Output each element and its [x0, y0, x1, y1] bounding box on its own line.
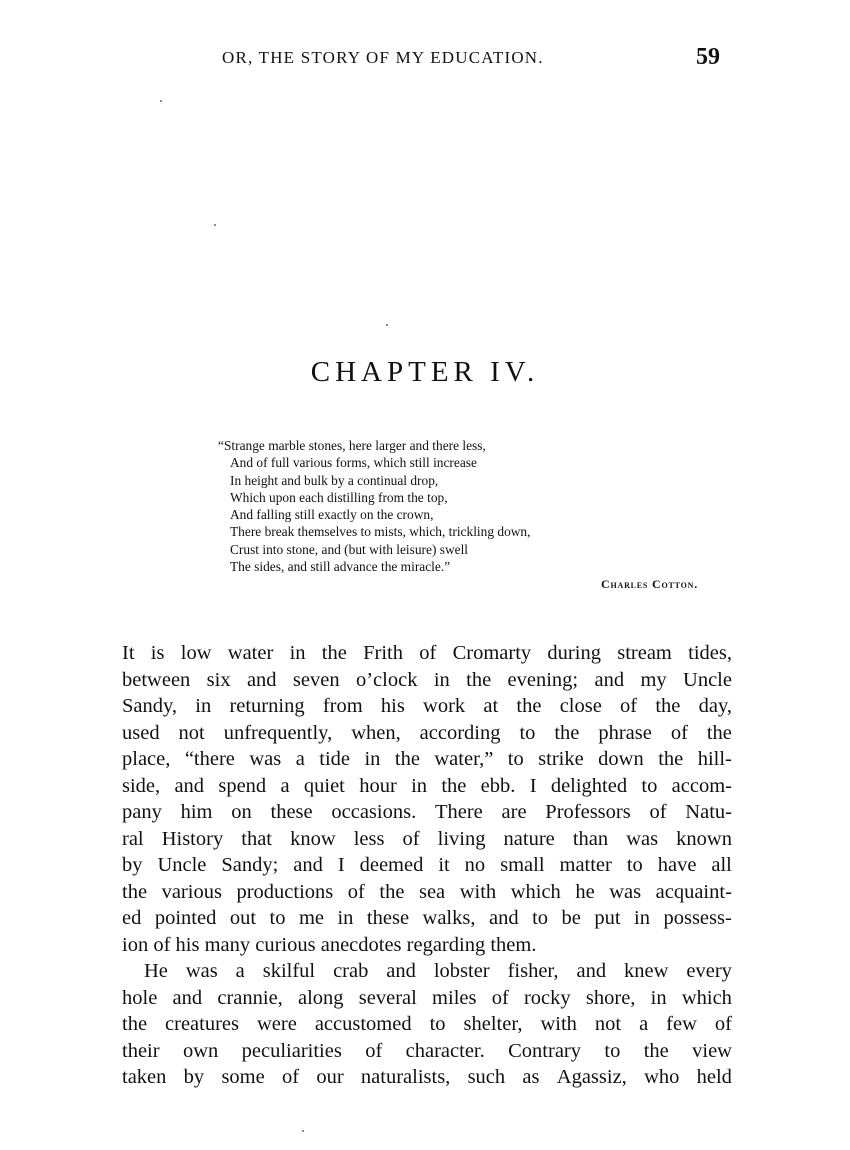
text-line — [122, 932, 732, 959]
word: than — [572, 827, 609, 850]
text-line — [122, 693, 732, 720]
word: rocky — [523, 986, 571, 1009]
word: productions — [236, 880, 334, 903]
text-line — [122, 905, 732, 932]
word: to — [641, 774, 658, 797]
word: our — [316, 1066, 344, 1088]
epigraph-line: Which upon each distilling from the top, — [230, 489, 448, 505]
word: know — [290, 827, 336, 850]
word: pointed — [154, 907, 217, 929]
epigraph-line: In height and bulk by a continual drop, — [230, 472, 439, 488]
word: between — [122, 668, 191, 691]
page-number: 59 — [696, 44, 720, 70]
word: side, — [122, 774, 161, 797]
word: less — [353, 827, 385, 850]
word: phrase — [598, 721, 652, 744]
word: and — [386, 960, 416, 982]
text-line — [122, 799, 732, 826]
word: seven — [292, 668, 340, 691]
word: to — [429, 1013, 446, 1035]
chapter-heading: CHAPTER IV. — [310, 356, 540, 388]
word: o’clock — [355, 668, 418, 691]
word: in — [289, 642, 306, 664]
word: hill- — [697, 748, 732, 770]
word: small — [500, 854, 545, 876]
word: the — [466, 668, 492, 691]
text-line — [122, 985, 732, 1012]
text-line — [122, 852, 732, 879]
word: and — [488, 907, 519, 929]
text-line — [122, 720, 732, 747]
word: the — [441, 774, 467, 797]
word: a — [235, 960, 245, 982]
word: in — [195, 695, 212, 717]
word: of — [419, 642, 437, 664]
text-line-content: ion of his many curious anecdotes regarding them. — [122, 933, 537, 956]
word: hour — [359, 774, 397, 797]
word: the — [321, 642, 347, 664]
word: peculiarities — [241, 1039, 342, 1062]
ink-speck — [214, 224, 216, 226]
word: these — [366, 907, 410, 929]
word: of — [491, 986, 509, 1009]
word: their — [122, 1039, 160, 1062]
word: to — [507, 748, 524, 770]
word: according — [419, 721, 501, 744]
word: stream — [617, 642, 672, 664]
word: the — [655, 695, 681, 717]
word: of — [347, 880, 365, 903]
word: place, — [122, 748, 171, 770]
word: with — [540, 1013, 577, 1035]
word: to — [519, 721, 536, 744]
word: and — [576, 960, 607, 982]
word: to — [269, 907, 286, 929]
word: of — [714, 1013, 732, 1035]
word: Agassiz, — [556, 1066, 627, 1088]
word: on — [231, 801, 252, 823]
text-line — [122, 826, 732, 853]
word: which — [510, 880, 561, 903]
word: to — [532, 907, 549, 929]
word: is — [150, 642, 165, 664]
word: several — [358, 986, 417, 1009]
ink-speck — [160, 100, 162, 102]
word: my — [640, 668, 667, 691]
word: There — [434, 801, 483, 823]
word: sea — [418, 880, 446, 903]
word: knew — [624, 960, 669, 982]
word: a — [639, 1013, 649, 1035]
ink-speck — [386, 324, 388, 326]
word: during — [547, 642, 601, 664]
text-line — [122, 640, 732, 667]
word: living — [437, 827, 486, 850]
word: in — [650, 986, 667, 1009]
word: Frith — [363, 642, 403, 664]
word: I — [529, 774, 537, 797]
word: out — [229, 907, 257, 929]
word: six — [206, 668, 231, 691]
word: known — [676, 827, 732, 850]
word: are — [501, 801, 527, 823]
word: not — [178, 721, 205, 744]
word: him — [180, 801, 213, 823]
word: Uncle — [157, 854, 207, 876]
text-line — [122, 773, 732, 800]
word: quiet — [303, 774, 345, 797]
word: “there — [184, 748, 235, 770]
word: the — [706, 721, 732, 744]
word: was — [185, 960, 218, 982]
word: and — [246, 668, 277, 691]
paragraph-2 — [122, 958, 732, 1091]
word: work — [423, 695, 466, 717]
word: to — [604, 1039, 621, 1062]
word: naturalists, — [360, 1066, 451, 1088]
word: have — [657, 854, 697, 876]
word: the — [658, 748, 684, 770]
text-line — [122, 746, 732, 773]
word: tides, — [688, 642, 732, 664]
word: water,” — [434, 748, 494, 770]
word: accustomed — [314, 1013, 412, 1035]
body-text — [122, 640, 732, 1091]
word: creatures — [165, 1013, 240, 1035]
word: all — [711, 854, 732, 876]
running-head — [120, 44, 720, 76]
epigraph-line: Crust into stone, and (but with leisure) swell — [230, 541, 469, 557]
word: shelter, — [463, 1013, 523, 1035]
word: the — [516, 695, 542, 717]
word: ral — [122, 827, 144, 850]
word: these — [270, 801, 313, 823]
epigraph-line: And of full various forms, which still increase — [230, 455, 477, 471]
word: delighted — [550, 774, 628, 797]
word: tide — [319, 748, 351, 770]
text-line — [122, 1038, 732, 1065]
word: spend — [218, 774, 267, 797]
word: returning — [229, 695, 305, 717]
word: of — [365, 1039, 383, 1062]
word: It — [122, 642, 135, 664]
word: strike — [538, 748, 584, 770]
word: as — [522, 1066, 540, 1088]
word: was — [609, 880, 642, 903]
word: in — [433, 668, 450, 691]
word: ebb. — [480, 774, 516, 797]
word: put — [594, 907, 621, 929]
epigraph-line: There break themselves to mists, which, trickling down, — [230, 524, 531, 540]
word: accom- — [671, 774, 732, 797]
word: Cromarty — [452, 642, 532, 664]
word: it — [438, 854, 450, 876]
word: with — [459, 880, 497, 903]
word: in — [634, 907, 650, 929]
word: he — [575, 880, 595, 903]
word: taken — [122, 1066, 167, 1088]
word: me — [298, 907, 324, 929]
word: the — [554, 721, 580, 744]
word: low — [180, 642, 212, 664]
word: own — [182, 1039, 219, 1062]
word: along — [298, 986, 344, 1009]
word: from — [322, 695, 363, 717]
word: used — [122, 721, 160, 744]
paragraph-1 — [122, 640, 732, 958]
text-line — [122, 667, 732, 694]
word: Professors — [545, 801, 631, 823]
word: some — [221, 1066, 265, 1088]
word: Uncle — [683, 668, 732, 691]
word: deemed — [359, 854, 424, 876]
word: to — [626, 854, 643, 876]
text-line — [122, 879, 732, 906]
word: of — [620, 695, 638, 717]
word: was — [626, 827, 659, 850]
ink-speck — [302, 1130, 304, 1132]
word: occasions. — [331, 801, 417, 823]
word: unfrequently, — [223, 721, 333, 744]
word: crab — [333, 960, 369, 982]
word: of — [649, 801, 667, 823]
word: by — [122, 854, 143, 876]
word: lobster — [433, 960, 490, 982]
word: the — [394, 748, 420, 770]
word: were — [257, 1013, 297, 1035]
word: a — [295, 748, 305, 770]
word: crannie, — [217, 986, 283, 1009]
word: in — [337, 907, 354, 929]
word: a — [280, 774, 290, 797]
word: evening; — [507, 668, 579, 691]
running-title: OR, THE STORY OF MY EDUCATION. — [222, 48, 544, 67]
word: and — [172, 986, 203, 1009]
word: miles — [432, 986, 477, 1009]
word: the — [122, 1013, 148, 1035]
word: be — [561, 907, 581, 929]
word: at — [483, 695, 499, 717]
word: such — [467, 1066, 506, 1088]
word: down — [598, 748, 644, 770]
epigraph-line: And falling still exactly on the crown, — [230, 507, 434, 523]
word: hole — [122, 986, 158, 1009]
word: the — [379, 880, 405, 903]
word: and — [174, 774, 205, 797]
epigraph — [218, 437, 698, 594]
word: and — [594, 668, 625, 691]
word: held — [696, 1066, 732, 1088]
word: He — [144, 960, 168, 982]
word: shore, — [585, 986, 636, 1009]
word: Natu- — [685, 801, 732, 823]
text-line — [122, 1064, 732, 1091]
word: and — [293, 854, 323, 876]
word: Sandy, — [122, 695, 178, 717]
word: possess- — [663, 907, 732, 929]
word: in — [411, 774, 428, 797]
word: his — [380, 695, 405, 717]
word: who — [644, 1066, 680, 1088]
word: skilful — [262, 960, 316, 982]
word: Contrary — [508, 1039, 581, 1062]
word: ed — [122, 907, 142, 929]
word: matter — [559, 854, 612, 876]
word: few — [666, 1013, 697, 1035]
epigraph-attribution: Charles Cotton. — [601, 577, 698, 592]
word: that — [241, 827, 272, 850]
epigraph-line: The sides, and still advance the miracle.” — [230, 559, 451, 575]
text-line — [122, 958, 732, 985]
word: water — [227, 642, 274, 664]
text-line — [122, 1011, 732, 1038]
word: of — [670, 721, 688, 744]
word: by — [183, 1066, 205, 1088]
word: not — [594, 1013, 622, 1035]
word: Sandy; — [221, 854, 279, 876]
word: I — [337, 854, 345, 876]
word: which — [681, 986, 732, 1009]
word: History — [161, 827, 224, 850]
epigraph-line: “Strange marble stones, here larger and there less, — [218, 438, 486, 453]
word: character. — [405, 1039, 485, 1062]
word: in — [364, 748, 381, 770]
word: walks, — [422, 907, 476, 929]
word: the — [643, 1039, 669, 1062]
word: close — [559, 695, 602, 717]
word: pany — [122, 801, 162, 823]
word: of — [281, 1066, 300, 1088]
word: the — [122, 880, 148, 903]
word: acquaint- — [655, 880, 732, 903]
word: fisher, — [507, 960, 559, 982]
word: when, — [351, 721, 401, 744]
word: every — [686, 960, 732, 982]
word: nature — [503, 827, 555, 850]
word: of — [402, 827, 420, 850]
word: view — [692, 1039, 732, 1062]
word: various — [161, 880, 222, 903]
word: day, — [698, 695, 732, 717]
word: no — [464, 854, 486, 876]
word: was — [249, 748, 282, 770]
